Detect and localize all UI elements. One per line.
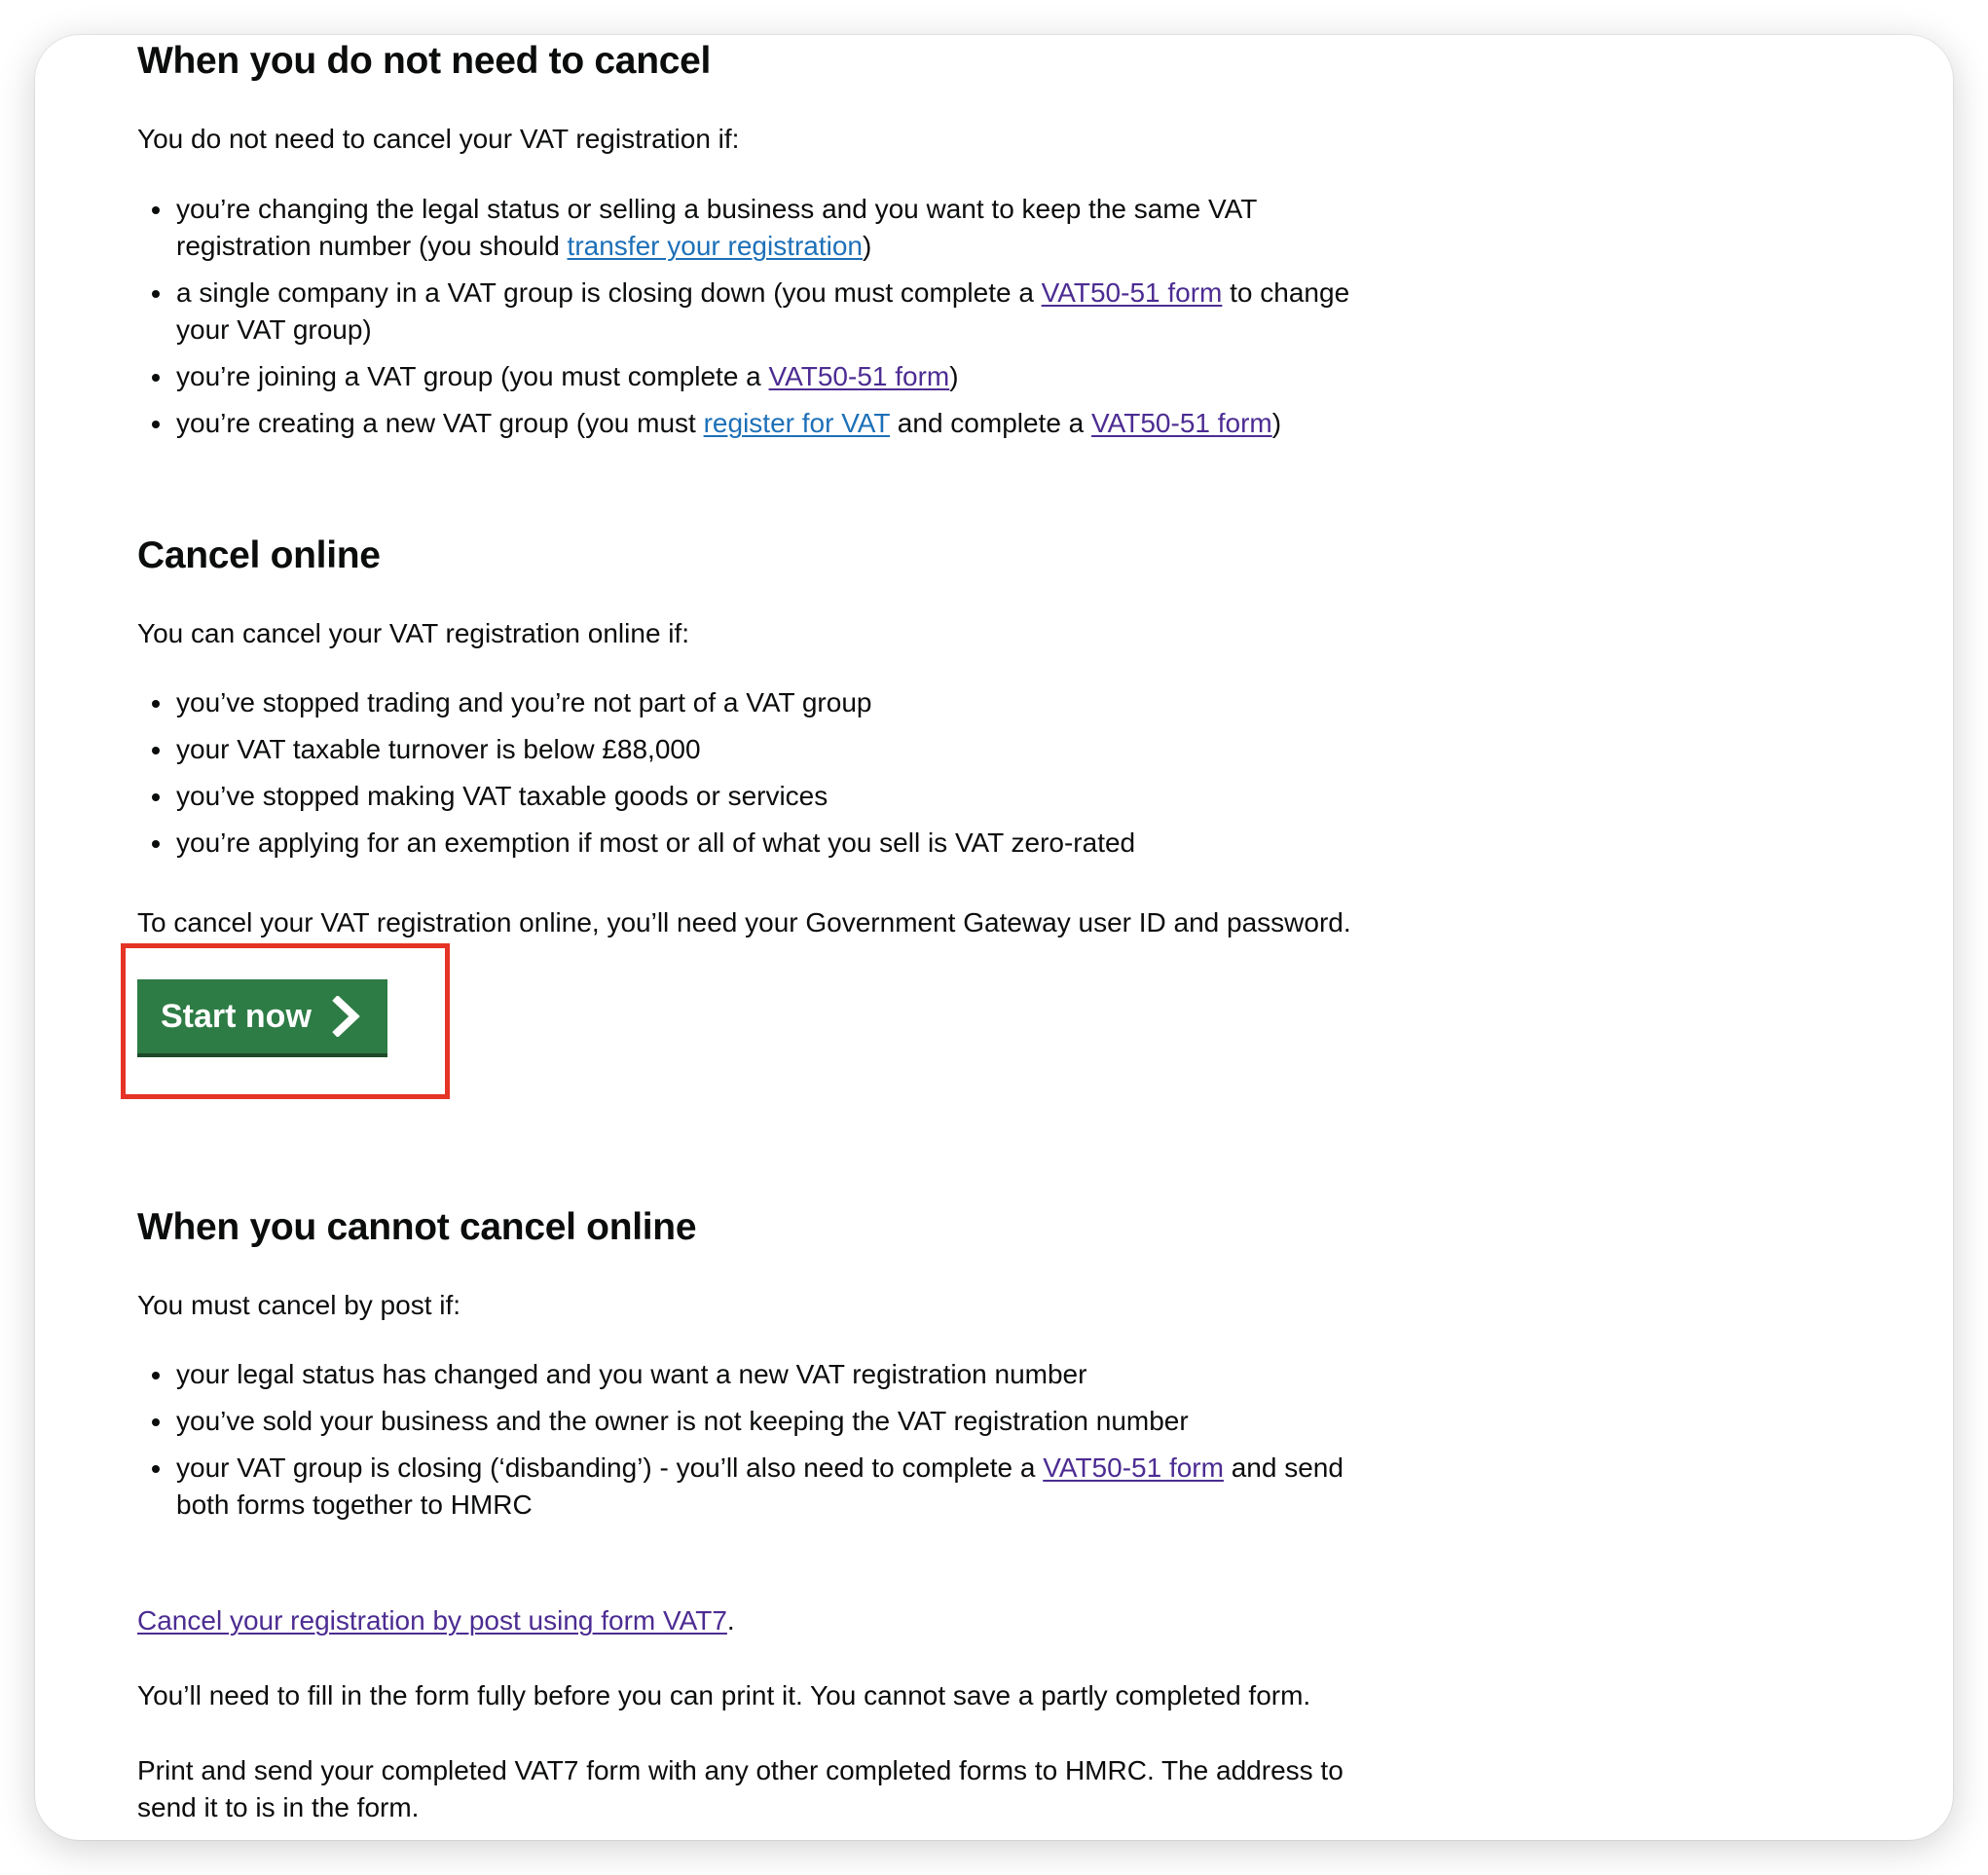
vat50-51-form-link[interactable]: VAT50-51 form xyxy=(1041,277,1223,308)
list-item: your VAT taxable turnover is below £88,000 xyxy=(176,731,1354,768)
heading-cancel-online: Cancel online xyxy=(137,534,381,576)
intro-text: You do not need to cancel your VAT registration if: xyxy=(137,124,740,154)
cancel-by-post-vat7-link[interactable]: Cancel your registration by post using form VAT7 xyxy=(137,1605,727,1636)
list-item: your legal status has changed and you want a new VAT registration number xyxy=(176,1356,1354,1393)
list-item: you’re applying for an exemption if most or all of what you sell is VAT zero-rated xyxy=(176,825,1354,862)
cancel-online-list xyxy=(137,684,1354,871)
vat50-51-form-link[interactable]: VAT50-51 form xyxy=(1091,408,1272,438)
list-item: you’re joining a VAT group (you must complete a VAT50-51 form) xyxy=(176,358,1354,395)
heading-cannot-cancel-online: When you cannot cancel online xyxy=(137,1206,697,1248)
start-now-label: Start now xyxy=(161,997,312,1035)
page-frame xyxy=(35,35,1953,1840)
list-item: you’re creating a new VAT group (you must register for VAT and complete a VAT50-51 form) xyxy=(176,405,1354,442)
vat50-51-form-link[interactable]: VAT50-51 form xyxy=(768,361,950,391)
cancel-online-intro: You can cancel your VAT registration online if: xyxy=(137,618,690,648)
transfer-registration-link[interactable]: transfer your registration xyxy=(567,231,864,261)
list-item: you’ve stopped making VAT taxable goods or services xyxy=(176,778,1354,815)
list-item: your VAT group is closing (‘disbanding’) - you’ll also need to complete a VAT50-51 form and send both forms together to HMRC xyxy=(176,1450,1354,1524)
highlight-box xyxy=(121,943,450,1099)
register-for-vat-link[interactable]: register for VAT xyxy=(703,408,891,438)
list-item: you’re changing the legal status or selling a business and you want to keep the same VAT registration number (you should transfer your registration) xyxy=(176,191,1354,265)
cancel-by-post-intro: You must cancel by post if: xyxy=(137,1290,461,1320)
heading-when-not-need-cancel: When you do not need to cancel xyxy=(137,40,712,82)
list-item: you’ve sold your business and the owner is not keeping the VAT registration number xyxy=(176,1403,1354,1440)
list-item: you’ve stopped trading and you’re not part of a VAT group xyxy=(176,684,1354,721)
not-need-cancel-list xyxy=(137,191,1354,452)
post-link-paragraph: Cancel your registration by post using form VAT7. xyxy=(137,1605,735,1636)
cannot-cancel-online-list xyxy=(137,1356,1354,1533)
gateway-note: To cancel your VAT registration online, you’ll need your Government Gateway user ID and password. xyxy=(137,907,1351,938)
fill-form-note: You’ll need to fill in the form fully before you can print it. You cannot save a partly completed form. xyxy=(137,1680,1311,1710)
vat50-51-form-link[interactable]: VAT50-51 form xyxy=(1043,1452,1224,1483)
print-send-note: Print and send your completed VAT7 form with any other completed forms to HMRC. The address to send it to is in the form. xyxy=(137,1755,1344,1822)
list-item: a single company in a VAT group is closing down (you must complete a VAT50-51 form to change your VAT group) xyxy=(176,275,1354,349)
